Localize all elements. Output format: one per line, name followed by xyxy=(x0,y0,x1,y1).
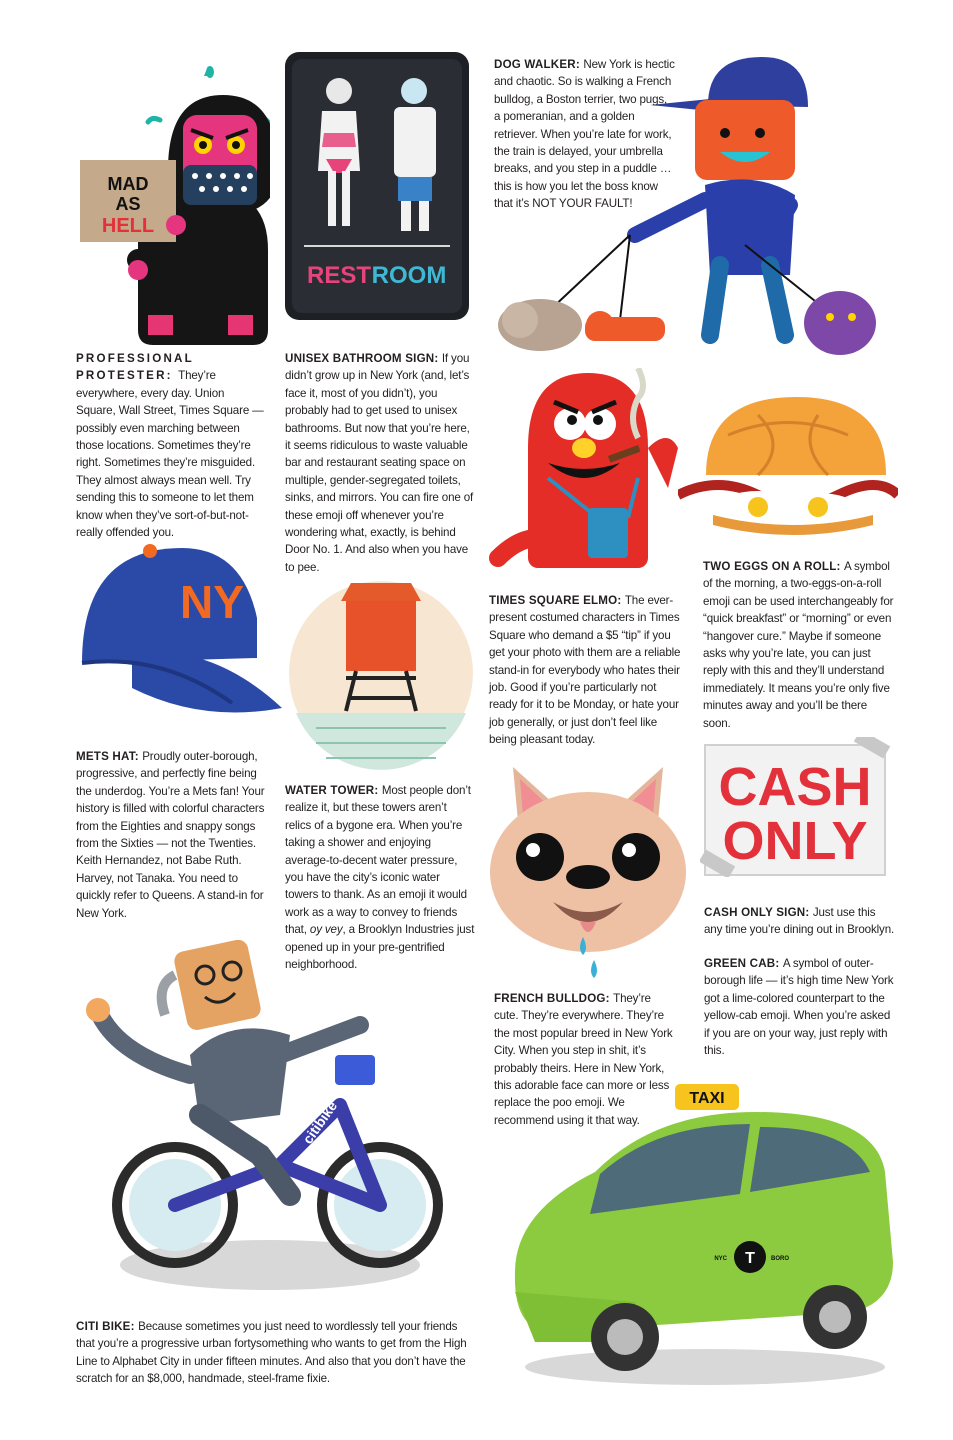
bathroom-body: If you didn’t grow up in New York (and, let’s face it, most of you didn’t), you probably had to get used to unisex bathrooms. But now that you’re here, it seems ridiculous to waste valuable bar and restaurant seating space on multiple, gender-segregated toilets, sinks, and mirrors. You can fire one of these emoji off whenever you’re wondering what, exactly, is behind Door No. 1. And also when you have to pee. xyxy=(285,352,474,574)
protester-body: They’re everywhere, every day. Union Square, Wall Street, Times Square — possibly even marching between those locations. Sometimes they’re right. Sometimes they’re misguided. They almost always mean well. Try sending this to someone to let them know when they’ve sort-of-but-not-really offended you. xyxy=(76,369,264,540)
mets-body: Proudly outer-borough, progressive, and perfectly fine being the underdog. You’re a Mets fan! Your history is filled with colorful characters from the Eighties and snappy songs from the Sixties — not the Twenties. Keith Hernandez, not Babe Ruth. Harvey, not Tanaka. You need to quickly refer to Queens. A stand-in for New York. xyxy=(76,750,265,920)
elmo-entry xyxy=(489,592,684,749)
cash-only-sign xyxy=(700,737,890,877)
elmo-illustration xyxy=(488,368,694,573)
sign-rest: REST xyxy=(306,262,372,289)
sign-line-1: MAD xyxy=(107,174,149,194)
mets-entry xyxy=(76,748,266,922)
only-text: ONLY xyxy=(722,811,868,871)
water-body-italic: oy vey xyxy=(309,923,343,937)
dogwalker-body: New York is hectic and chaotic. So is walking a French bulldog, a Boston terrier, two pugs, a pomeranian, and a golden retriever. When you’re late for work, the train is delayed, your umbrella breaks, and you step in a puddle …this is how you let the boss know that it’s NOT YOUR FAULT! xyxy=(494,58,675,211)
protester-heading: PROFESSIONAL PROTESTER: xyxy=(76,352,194,383)
cab-body: A symbol of outer-borough life — it’s high time New York got a lime-colored counterpart to the yellow-cab emoji. When you’re asked if you are on your way, just reply with this. xyxy=(704,957,894,1058)
citibike-heading: CITI BIKE: xyxy=(76,1320,139,1333)
elmo-heading: TIMES SQUARE ELMO: xyxy=(489,594,625,607)
water-tower-illustration xyxy=(286,573,476,773)
water-body-a: Most people don’t realize it, but these towers aren’t relics of a bygone era. When you’re taking a shower and enjoying average-to-decent water pressure, you have the city’s iconic water towers to thank. As an emoji it would work as a way to convey to friends that, xyxy=(285,784,471,937)
egg-roll-illustration xyxy=(678,395,898,535)
eggs-body: A symbol of the morning, a two-eggs-on-a-roll emoji can be used interchangeably for “quick breakfast” or “morning” or even “hangover cure.” Maybe if someone asks why you’re late, you can just reply with this and they’ll understand immediately. It means you’re only five minutes away and you’ll be there soon. xyxy=(703,560,894,730)
citibike-body: Because sometimes you just need to wordlessly tell your friends that you’re a progressive urban fortysomething who wants to get from the High Line to Alphabet City in under fifteen minutes. And also that you don’t have the scratch for an $8,000, handmade, steel-frame fixie. xyxy=(76,1320,467,1386)
sign-line-3: HELL xyxy=(101,215,155,237)
cab-heading: GREEN CAB: xyxy=(704,957,783,970)
citibike-illustration xyxy=(80,935,452,1307)
cash-entry xyxy=(704,904,896,939)
bulldog-body: They’re cute. They’re everywhere. They’re the most popular breed in New York City. When you step in shit, it’s probably theirs. Here in New York, this adorable face can more or less replace the poo emoji. We recommend using it that way. xyxy=(494,992,673,1127)
cab-entry xyxy=(704,955,896,1059)
sign-room: ROOM xyxy=(371,262,447,289)
bathroom-entry xyxy=(285,350,475,576)
taxi-roof-text: TAXI xyxy=(689,1090,725,1107)
citibike-entry xyxy=(76,1318,476,1388)
mets-hat-illustration xyxy=(72,543,284,723)
cab-logo: T xyxy=(745,1250,755,1267)
cab-door-text: NYC xyxy=(714,1256,727,1262)
mets-heading: METS HAT: xyxy=(76,750,143,763)
dogwalker-entry xyxy=(494,56,676,213)
cash-text: CASH xyxy=(718,757,872,817)
bike-frame-text: citibike xyxy=(299,1098,341,1147)
protester-illustration xyxy=(78,60,270,345)
eggs-entry xyxy=(703,558,895,732)
protester-entry xyxy=(76,350,266,541)
svg-text:NY: NY xyxy=(180,576,244,628)
water-body-b: , a Brooklyn Industries just opened up in your pre-gentrified neighborhood. xyxy=(285,923,475,972)
bulldog-heading: FRENCH BULLDOG: xyxy=(494,992,614,1005)
restroom-sign-illustration xyxy=(284,51,470,321)
water-entry xyxy=(285,782,475,973)
dogwalker-heading: DOG WALKER: xyxy=(494,58,584,71)
cash-heading: CASH ONLY SIGN: xyxy=(704,906,813,919)
cab-door-text-2: BORO xyxy=(771,1256,789,1262)
cash-body: Just use this any time you’re dining out in Brooklyn. xyxy=(704,906,895,937)
eggs-heading: TWO EGGS ON A ROLL: xyxy=(703,560,844,573)
elmo-body: The ever-present costumed characters in Times Square who demand a $5 “tip” if you get your photo with them are a reliable stand-in for everybody who hates their job. Good if you’re particularly not ready for it to be Monday, or hate your job generally, or just don’t feel like being pleasant today. xyxy=(489,594,681,747)
sign-line-2: AS xyxy=(115,194,141,214)
bulldog-entry xyxy=(494,990,676,1129)
bulldog-illustration xyxy=(488,762,688,982)
bathroom-heading: UNISEX BATHROOM SIGN: xyxy=(285,352,442,365)
water-heading: WATER TOWER: xyxy=(285,784,382,797)
